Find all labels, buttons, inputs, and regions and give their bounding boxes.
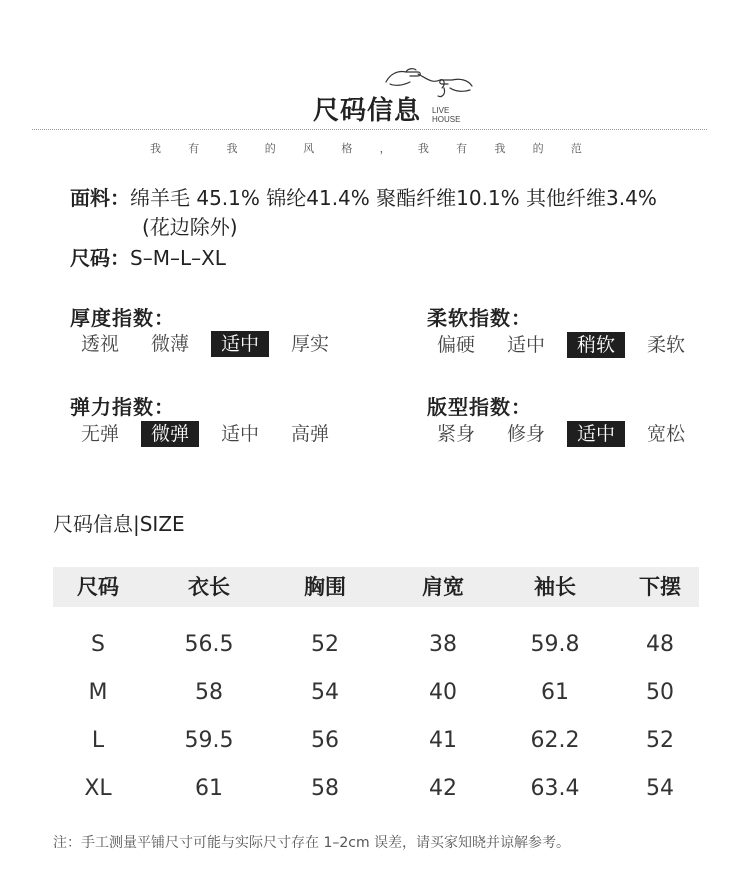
size-cell: L: [91, 728, 105, 753]
size-cell: M: [88, 680, 108, 705]
index-option-label: 无弹: [80, 423, 119, 445]
thickness-index-title: 厚度指数：: [70, 306, 175, 330]
slogan-char: ，: [379, 142, 391, 155]
index-option: [65, 331, 135, 357]
elasticity-index-options: [65, 421, 345, 447]
index-option-label: 适中: [211, 331, 269, 357]
index-option-label: 修身: [506, 423, 545, 445]
measurement-cell: 59.5: [184, 728, 234, 753]
index-option: [275, 331, 345, 357]
fabric-value: 绵羊毛 45.1% 锦纶41.4% 聚酯纤维10.1% 其他纤维3.4%: [130, 186, 657, 210]
index-option-label: 适中: [220, 423, 259, 445]
size-value: S–M–L–XL: [130, 246, 226, 270]
measurement-cell: 59.8: [530, 632, 580, 657]
index-option-label: 适中: [506, 334, 545, 356]
index-option: [491, 332, 561, 358]
index-option-label: 紧身: [436, 423, 475, 445]
index-option-label: 柔软: [646, 334, 685, 356]
measurement-cell: 54: [311, 680, 339, 705]
size-section-title: 尺码信息|SIZE: [53, 512, 185, 536]
brand-line-2: HOUSE: [432, 115, 461, 124]
size-cell: XL: [84, 776, 112, 801]
softness-index-title: 柔软指数：: [427, 306, 532, 330]
table-row: [53, 673, 699, 713]
column-header: 衣长: [188, 575, 230, 599]
slogan-char: 范: [570, 142, 582, 155]
index-option-label: 偏硬: [436, 334, 475, 356]
index-option: [205, 421, 275, 447]
index-option: [631, 332, 701, 358]
measurement-cell: 52: [311, 632, 339, 657]
index-option-selected: [561, 421, 631, 447]
measurement-cell: 56.5: [184, 632, 234, 657]
index-option: [421, 332, 491, 358]
fit-index-title: 版型指数：: [427, 395, 532, 419]
table-row: [53, 769, 699, 809]
index-option-selected: [561, 332, 631, 358]
measurement-cell: 62.2: [530, 728, 580, 753]
table-row: [53, 721, 699, 761]
page-title: 尺码信息: [313, 96, 422, 126]
measurement-cell: 61: [195, 776, 223, 801]
index-option: [421, 421, 491, 447]
column-header: 下摆: [639, 575, 681, 599]
thickness-index-options: [65, 331, 345, 357]
size-cell: S: [91, 632, 105, 657]
slogan-char: 我: [494, 142, 506, 155]
index-option-label: 微薄: [150, 333, 189, 355]
index-option: [65, 421, 135, 447]
fit-index-options: [421, 421, 701, 447]
slogan-char: 格: [341, 142, 353, 155]
index-option-label: 稍软: [567, 332, 625, 358]
index-option: [135, 331, 205, 357]
measurement-cell: 63.4: [530, 776, 580, 801]
slogan-char: 有: [456, 142, 468, 155]
measurement-cell: 58: [195, 680, 223, 705]
index-option-selected: [205, 331, 275, 357]
fabric-note: (花边除外): [142, 215, 238, 239]
slogan-char: 有: [188, 142, 200, 155]
measurement-cell: 61: [541, 680, 569, 705]
table-row: [53, 625, 699, 665]
index-option: [491, 421, 561, 447]
index-option-label: 厚实: [290, 333, 329, 355]
brand-line-1: LIVE: [432, 106, 450, 115]
column-header: 肩宽: [422, 575, 464, 599]
elasticity-index-title: 弹力指数：: [70, 395, 175, 419]
measurement-cell: 52: [646, 728, 674, 753]
brand-mark: [432, 106, 460, 124]
measurement-cell: 50: [646, 680, 674, 705]
measurement-cell: 40: [429, 680, 457, 705]
slogan-char: 我: [226, 142, 238, 155]
slogan-char: 的: [532, 142, 544, 155]
measurement-cell: 54: [646, 776, 674, 801]
fabric-label: 面料：: [70, 186, 130, 210]
column-header: 胸围: [304, 575, 346, 599]
index-option: [631, 421, 701, 447]
index-option: [275, 421, 345, 447]
measurement-cell: 56: [311, 728, 339, 753]
measurement-cell: 41: [429, 728, 457, 753]
size-table-header: [53, 567, 699, 607]
index-option-selected: [135, 421, 205, 447]
measurement-cell: 48: [646, 632, 674, 657]
measurement-cell: 38: [429, 632, 457, 657]
softness-index-options: [421, 332, 701, 358]
size-label: 尺码：: [70, 246, 130, 270]
slogan-char: 我: [150, 142, 161, 155]
slogan: [150, 140, 582, 156]
measurement-note: 注：手工测量平铺尺寸可能与实际尺寸存在 1–2cm 误差，请买家知晓并谅解参考。: [53, 835, 571, 851]
index-option-label: 宽松: [646, 423, 685, 445]
index-option-label: 微弹: [141, 421, 199, 447]
size-row: [70, 242, 226, 271]
header-divider: [32, 129, 707, 130]
column-header: 袖长: [534, 575, 576, 599]
index-option-label: 高弹: [290, 423, 329, 445]
slogan-char: 的: [264, 142, 276, 155]
index-option-label: 适中: [567, 421, 625, 447]
slogan-char: 我: [417, 142, 429, 155]
measurement-cell: 42: [429, 776, 457, 801]
column-header: 尺码: [77, 575, 119, 599]
slogan-char: 风: [303, 142, 315, 155]
fabric-row: [70, 182, 657, 211]
measurement-cell: 58: [311, 776, 339, 801]
index-option-label: 透视: [80, 333, 119, 355]
